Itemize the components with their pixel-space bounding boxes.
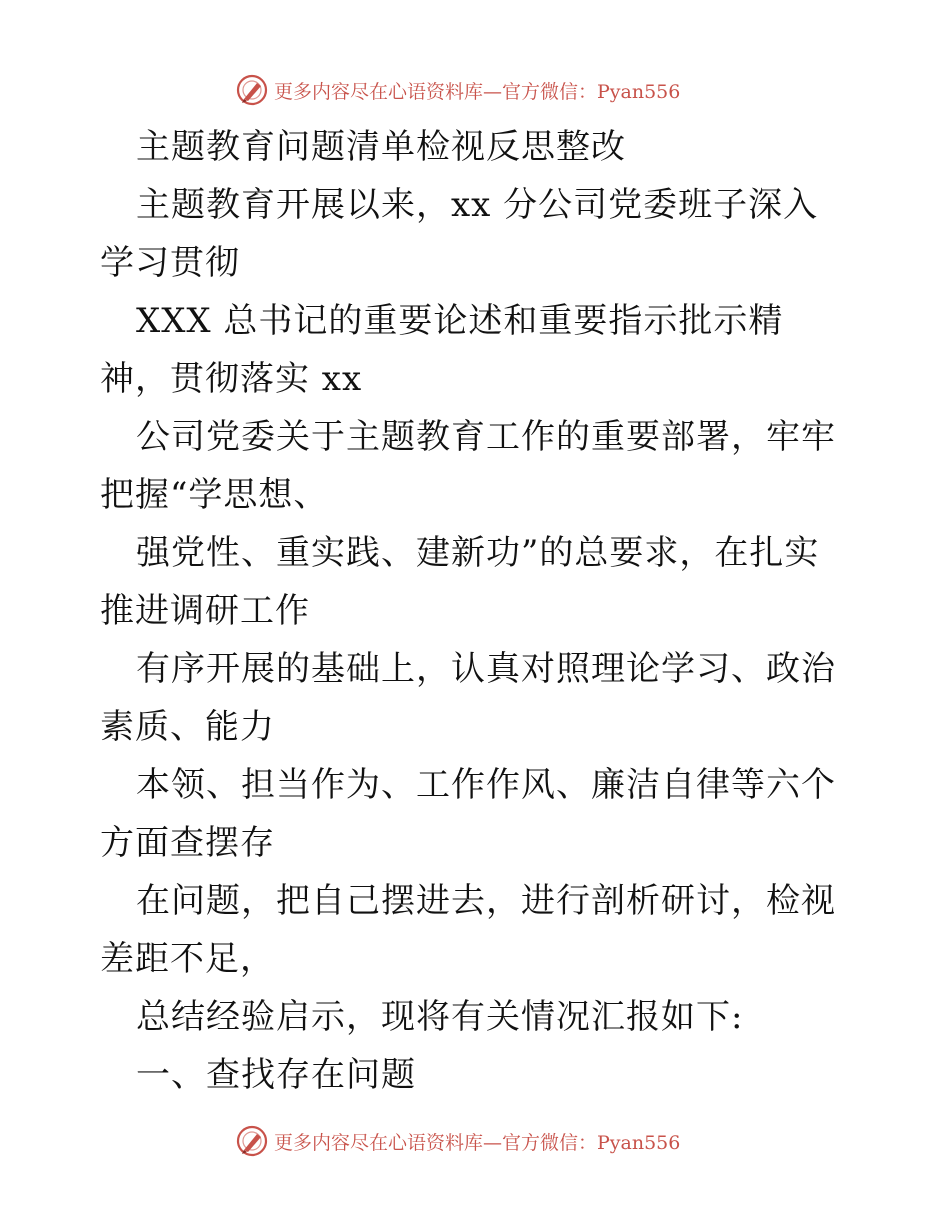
paragraph: 在问题，把自己摆进去，进行剖析研讨，检视差距不足， (100, 881, 836, 979)
paragraph: 强党性、重实践、建新功”的总要求，在扎实推进调研工作 (100, 533, 820, 631)
paragraph: 公司党委关于主题教育工作的重要部署，牢牢把握“学思想、 (100, 417, 836, 515)
paragraph: 有序开展的基础上，认真对照理论学习、政治素质、能力 (100, 649, 836, 747)
document-title: 主题教育问题清单检视反思整改 (136, 127, 626, 167)
banner-text (274, 1128, 680, 1155)
wechat-id: Pyan556 (597, 1131, 681, 1154)
banner-label: 更多内容尽在心语资料库—官方微信： (274, 80, 598, 103)
pen-logo-icon (236, 1125, 268, 1157)
paragraph: 本领、担当作为、工作作风、廉洁自律等六个方面查摆存 (100, 765, 836, 863)
footer-watermark-banner (236, 1123, 736, 1159)
section-heading: 一、查找存在问题 (136, 1055, 416, 1095)
header-watermark-banner (236, 72, 736, 108)
document-body (100, 118, 852, 1104)
paragraph: 主题教育开展以来，xx 分公司党委班子深入学习贯彻 (100, 185, 819, 283)
pen-logo-icon (236, 74, 268, 106)
paragraph: 总结经验启示，现将有关情况汇报如下: (136, 997, 744, 1037)
banner-text (274, 77, 680, 104)
wechat-id: Pyan556 (597, 80, 681, 103)
paragraph: XXX 总书记的重要论述和重要指示批示精神，贯彻落实 xx (100, 301, 784, 399)
banner-label: 更多内容尽在心语资料库—官方微信： (274, 1131, 598, 1154)
